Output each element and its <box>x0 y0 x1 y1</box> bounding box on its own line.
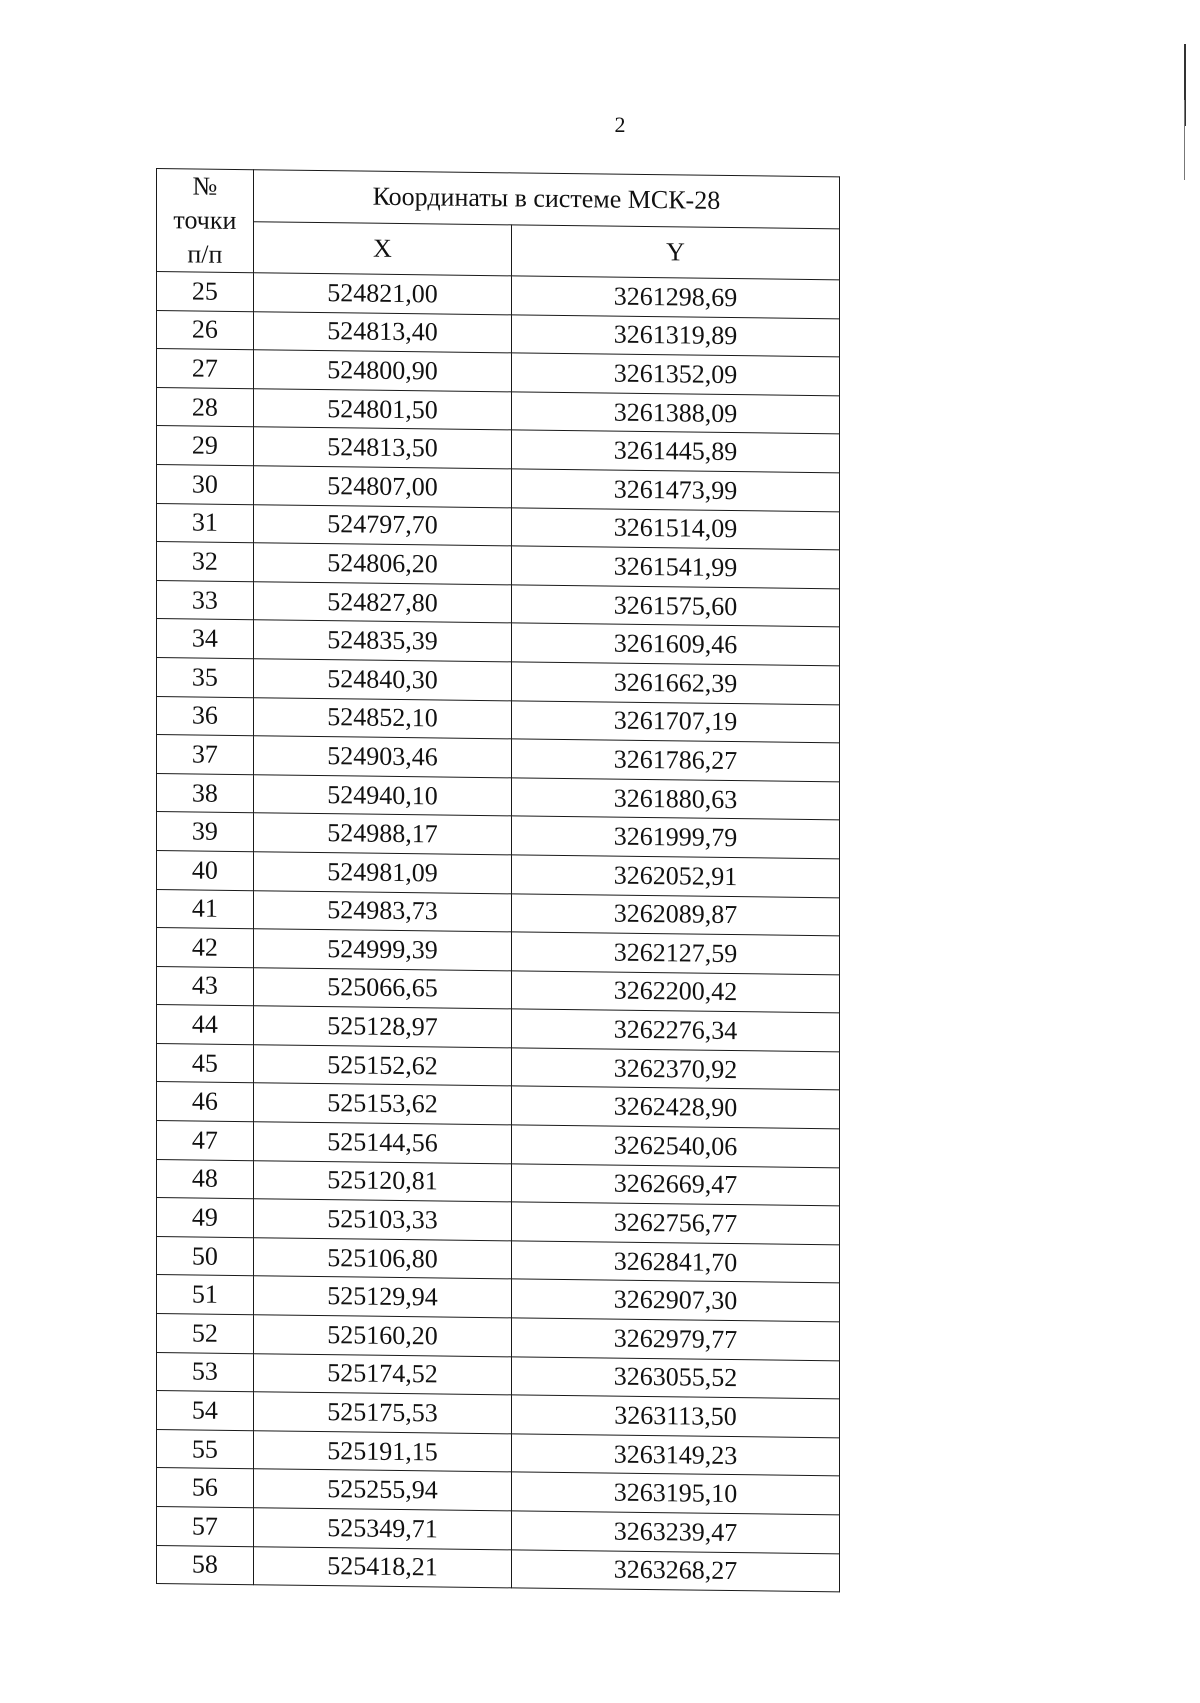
point-number-cell: 54 <box>157 1391 254 1431</box>
y-coordinate-cell: 3262200,42 <box>512 971 840 1014</box>
x-coordinate-cell: 525160,20 <box>253 1315 511 1357</box>
point-number-cell: 39 <box>157 812 254 852</box>
y-coordinate-cell: 3263113,50 <box>512 1395 840 1438</box>
point-number-cell: 50 <box>157 1236 254 1276</box>
x-coordinate-cell: 524821,00 <box>253 273 511 315</box>
y-coordinate-cell: 3261298,69 <box>512 276 840 319</box>
point-number-cell: 26 <box>157 310 254 350</box>
x-column-header: X <box>253 221 511 276</box>
point-number-header-line: точки <box>173 205 237 235</box>
x-coordinate-cell: 525418,21 <box>253 1546 511 1588</box>
point-number-cell: 29 <box>157 426 254 466</box>
point-number-cell: 47 <box>157 1121 254 1161</box>
y-coordinate-cell: 3261541,99 <box>512 546 840 589</box>
point-number-cell: 56 <box>157 1468 254 1508</box>
x-coordinate-cell: 525153,62 <box>253 1083 511 1125</box>
y-coordinate-cell: 3263268,27 <box>512 1549 840 1592</box>
point-number-cell: 36 <box>157 696 254 736</box>
y-coordinate-cell: 3261473,99 <box>512 469 840 512</box>
y-coordinate-cell: 3263195,10 <box>512 1472 840 1515</box>
y-coordinate-cell: 3262979,77 <box>512 1318 840 1361</box>
x-coordinate-cell: 525191,15 <box>253 1431 511 1473</box>
x-coordinate-cell: 525106,80 <box>253 1238 511 1280</box>
y-coordinate-cell: 3263055,52 <box>512 1356 840 1399</box>
y-coordinate-cell: 3261786,27 <box>512 739 840 782</box>
x-coordinate-cell: 525144,56 <box>253 1122 511 1164</box>
y-coordinate-cell: 3261999,79 <box>512 816 840 859</box>
x-coordinate-cell: 524800,90 <box>253 350 511 392</box>
x-coordinate-cell: 524981,09 <box>253 852 511 894</box>
x-coordinate-cell: 525129,94 <box>253 1276 511 1318</box>
x-coordinate-cell: 524903,46 <box>253 736 511 778</box>
coordinates-system-title: Координаты в системе МСК-28 <box>253 170 839 229</box>
point-number-cell: 46 <box>157 1082 254 1122</box>
point-number-cell: 31 <box>157 503 254 543</box>
x-coordinate-cell: 525174,52 <box>253 1353 511 1395</box>
point-number-cell: 48 <box>157 1159 254 1199</box>
y-coordinate-cell: 3263239,47 <box>512 1511 840 1554</box>
y-coordinate-cell: 3261514,09 <box>512 507 840 550</box>
point-number-cell: 41 <box>157 889 254 929</box>
point-number-cell: 35 <box>157 657 254 697</box>
point-number-cell: 37 <box>157 735 254 775</box>
x-coordinate-cell: 524813,50 <box>253 427 511 469</box>
point-number-cell: 38 <box>157 773 254 813</box>
point-number-cell: 27 <box>157 349 254 389</box>
y-coordinate-cell: 3262370,92 <box>512 1048 840 1091</box>
y-coordinate-cell: 3261319,89 <box>512 314 840 357</box>
table-header <box>157 169 840 280</box>
x-coordinate-cell: 524807,00 <box>253 466 511 508</box>
x-coordinate-cell: 525066,65 <box>253 967 511 1009</box>
coordinates-table <box>156 168 840 1593</box>
y-coordinate-cell: 3262540,06 <box>512 1125 840 1168</box>
point-number-header-line: п/п <box>187 239 223 269</box>
point-number-cell: 34 <box>157 619 254 659</box>
table-row <box>157 1545 840 1592</box>
x-coordinate-cell: 524852,10 <box>253 697 511 739</box>
x-coordinate-cell: 524813,40 <box>253 311 511 353</box>
point-number-cell: 58 <box>157 1545 254 1585</box>
x-coordinate-cell: 524840,30 <box>253 659 511 701</box>
point-number-cell: 45 <box>157 1043 254 1083</box>
point-number-cell: 57 <box>157 1507 254 1547</box>
point-number-cell: 25 <box>157 272 254 312</box>
y-coordinate-cell: 3262052,91 <box>512 855 840 898</box>
point-number-cell: 28 <box>157 387 254 427</box>
y-coordinate-cell: 3262089,87 <box>512 893 840 936</box>
y-coordinate-cell: 3262428,90 <box>512 1086 840 1129</box>
point-number-cell: 33 <box>157 580 254 620</box>
header-row-title <box>157 169 840 229</box>
x-coordinate-cell: 525175,53 <box>253 1392 511 1434</box>
x-coordinate-cell: 524827,80 <box>253 581 511 623</box>
point-number-cell: 44 <box>157 1005 254 1045</box>
x-coordinate-cell: 524940,10 <box>253 774 511 816</box>
x-coordinate-cell: 524988,17 <box>253 813 511 855</box>
y-coordinate-cell: 3261880,63 <box>512 778 840 821</box>
y-coordinate-cell: 3262127,59 <box>512 932 840 975</box>
point-number-cell: 55 <box>157 1429 254 1469</box>
x-coordinate-cell: 524835,39 <box>253 620 511 662</box>
y-coordinate-cell: 3261445,89 <box>512 430 840 473</box>
point-number-cell: 52 <box>157 1314 254 1354</box>
point-number-header-line: № <box>192 171 218 201</box>
x-coordinate-cell: 524983,73 <box>253 890 511 932</box>
x-coordinate-cell: 525255,94 <box>253 1469 511 1511</box>
point-number-header <box>157 169 254 273</box>
point-number-cell: 51 <box>157 1275 254 1315</box>
point-number-cell: 43 <box>157 966 254 1006</box>
x-coordinate-cell: 525120,81 <box>253 1160 511 1202</box>
y-coordinate-cell: 3261388,09 <box>512 392 840 435</box>
y-coordinate-cell: 3263149,23 <box>512 1434 840 1477</box>
y-coordinate-cell: 3261707,19 <box>512 700 840 743</box>
x-coordinate-cell: 524801,50 <box>253 388 511 430</box>
y-coordinate-cell: 3262756,77 <box>512 1202 840 1245</box>
point-number-cell: 32 <box>157 542 254 582</box>
x-coordinate-cell: 524806,20 <box>253 543 511 585</box>
y-coordinate-cell: 3262907,30 <box>512 1279 840 1322</box>
y-coordinate-cell: 3261575,60 <box>512 585 840 628</box>
point-number-cell: 30 <box>157 464 254 504</box>
x-coordinate-cell: 525128,97 <box>253 1006 511 1048</box>
y-coordinate-cell: 3262276,34 <box>512 1009 840 1052</box>
y-coordinate-cell: 3261352,09 <box>512 353 840 396</box>
table-body <box>157 272 840 1593</box>
x-coordinate-cell: 525152,62 <box>253 1045 511 1087</box>
point-number-cell: 53 <box>157 1352 254 1392</box>
x-coordinate-cell: 524999,39 <box>253 929 511 971</box>
point-number-cell: 42 <box>157 928 254 968</box>
y-coordinate-cell: 3261662,39 <box>512 662 840 705</box>
point-number-cell: 49 <box>157 1198 254 1238</box>
header-row-axes <box>157 220 840 280</box>
y-column-header: Y <box>512 224 840 280</box>
x-coordinate-cell: 525349,71 <box>253 1508 511 1550</box>
x-coordinate-cell: 525103,33 <box>253 1199 511 1241</box>
y-coordinate-cell: 3261609,46 <box>512 623 840 666</box>
y-coordinate-cell: 3262669,47 <box>512 1164 840 1207</box>
point-number-cell: 40 <box>157 850 254 890</box>
page-number: 2 <box>614 112 626 137</box>
y-coordinate-cell: 3262841,70 <box>512 1241 840 1284</box>
x-coordinate-cell: 524797,70 <box>253 504 511 546</box>
